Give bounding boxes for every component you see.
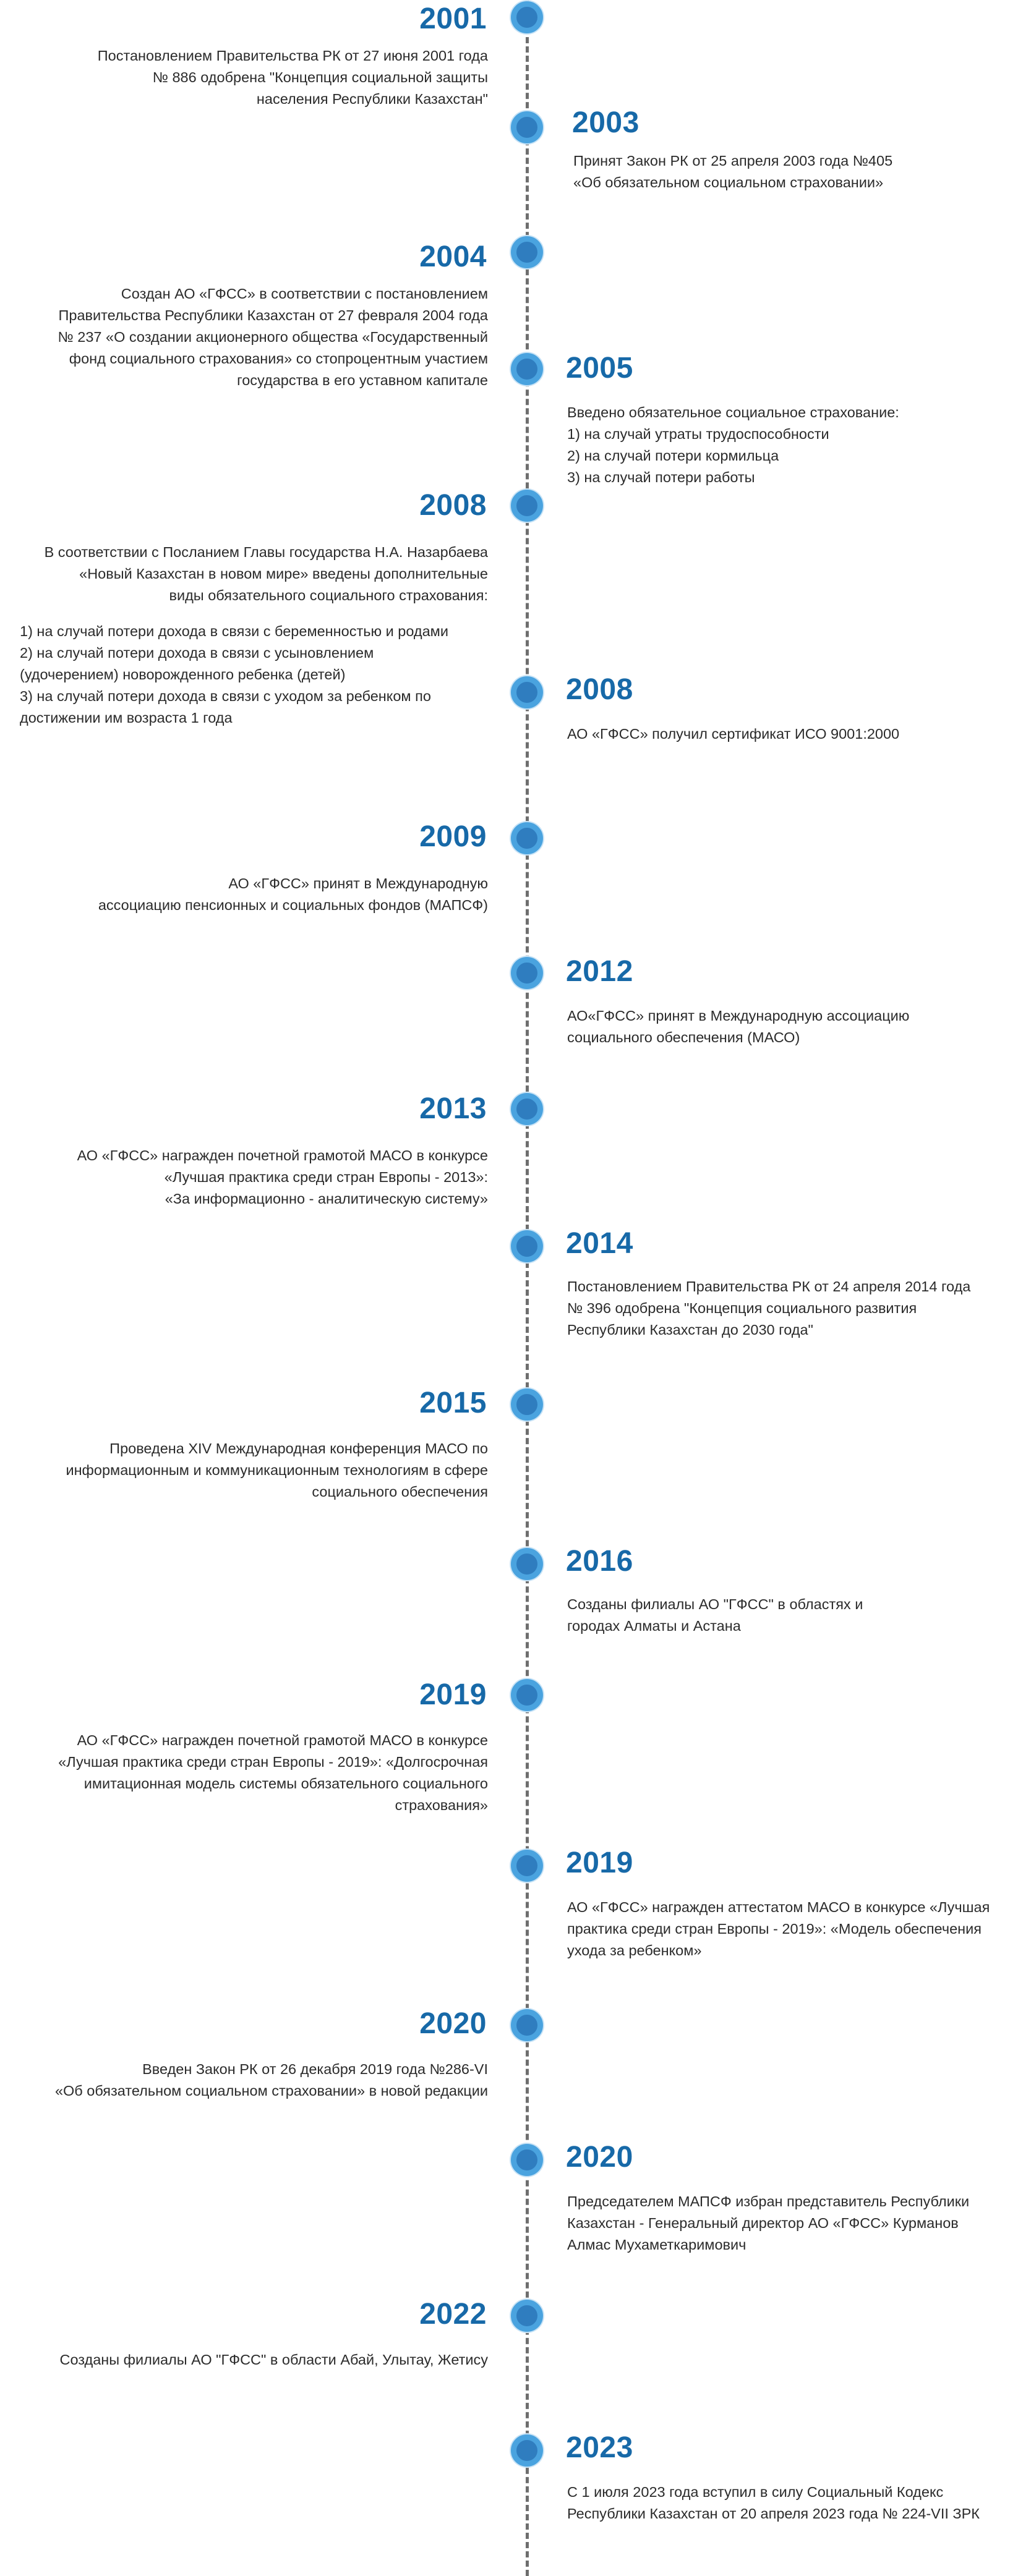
event-description xyxy=(567,402,1025,488)
event-description xyxy=(567,1594,1025,1637)
event-description xyxy=(0,1145,488,1210)
description-line: № 396 одобрена "Концепция социального развития xyxy=(567,1300,917,1316)
timeline-dot xyxy=(511,490,543,522)
description-line: ухода за ребенком» xyxy=(567,1942,702,1958)
event-description xyxy=(567,723,1025,745)
event-year: 2020 xyxy=(566,2141,633,2174)
description-line: Алмас Мухаметкаримович xyxy=(567,2237,747,2253)
description-line: Республики Казахстан от 20 апреля 2023 года № 224-VII ЗРК xyxy=(567,2506,980,2522)
event-year: 2016 xyxy=(566,1545,633,1578)
timeline-dot xyxy=(511,676,543,708)
timeline-dot xyxy=(511,1548,543,1580)
description-line: Проведена XIV Международная конференция МАСО по xyxy=(109,1440,488,1456)
description-line: ассоциацию пенсионных и социальных фондов (МАПСФ) xyxy=(98,897,488,913)
event-description xyxy=(0,1730,488,1816)
description-line: практика среди стран Европы - 2019»: «Модель обеспечения xyxy=(567,1921,982,1937)
description-line: Республики Казахстан до 2030 года" xyxy=(567,1322,813,1338)
description-line: «За информационно - аналитическую систему» xyxy=(165,1191,488,1207)
event-description xyxy=(567,1897,1025,1962)
timeline-dot xyxy=(511,2300,543,2332)
timeline-dot xyxy=(511,2144,543,2176)
timeline-dot xyxy=(511,1679,543,1711)
event-description xyxy=(0,45,488,110)
description-line: АО «ГФСС» награжден аттестатом МАСО в конкурсе «Лучшая xyxy=(567,1899,990,1915)
description-line: Постановлением Правительства РК от 24 апреля 2014 года xyxy=(567,1278,971,1294)
description-line: 3) на случай потери работы xyxy=(567,469,755,485)
event-year: 2012 xyxy=(566,955,633,988)
description-line: «Лучшая практика среди стран Европы - 2019»: «Долгосрочная xyxy=(58,1754,488,1770)
list-line: 1) на случай потери дохода в связи с беременностью и родами xyxy=(20,623,448,639)
event-description xyxy=(567,1005,1025,1048)
description-line: С 1 июля 2023 года вступил в силу Социальный Кодекс xyxy=(567,2484,944,2500)
event-year: 2005 xyxy=(566,352,633,385)
list-line: 3) на случай потери дохода в связи с уходом за ребенком по xyxy=(20,688,431,704)
description-line: городах Алматы и Астана xyxy=(567,1618,741,1634)
description-line: Созданы филиалы АО "ГФСС" в области Абай, Улытау, Жетису xyxy=(59,2352,488,2368)
timeline-dot xyxy=(511,822,543,854)
timeline-dot xyxy=(511,1388,543,1421)
description-line: № 886 одобрена "Концепция социальной защиты xyxy=(152,69,488,85)
description-line: «Новый Казахстан в новом мире» введены дополнительные xyxy=(79,566,488,582)
event-description xyxy=(0,542,488,606)
list-line: (удочерением) новорожденного ребенка (детей) xyxy=(20,666,346,682)
description-line: «Лучшая практика среди стран Европы - 2013»: xyxy=(164,1169,488,1185)
event-year: 2019 xyxy=(419,1678,487,1711)
event-year: 2003 xyxy=(572,106,640,139)
description-line: В соответствии с Посланием Главы государства Н.А. Назарбаева xyxy=(44,544,488,560)
timeline-dot xyxy=(511,2434,543,2467)
description-line: страхования» xyxy=(395,1797,488,1813)
event-year: 2008 xyxy=(566,673,633,706)
description-line: АО «ГФСС» награжден почетной грамотой МАСО в конкурсе xyxy=(77,1732,488,1748)
description-line: Председателем МАПСФ избран представитель Республики xyxy=(567,2193,970,2209)
description-line: Казахстан - Генеральный директор АО «ГФСС» Курманов xyxy=(567,2215,959,2231)
description-line: № 237 «О создании акционерного общества «Государственный xyxy=(58,329,488,345)
description-line: «Об обязательном социальном страховании» xyxy=(573,174,884,190)
description-line: фонд социального страхования» со стопроцентным участием xyxy=(69,351,488,367)
description-line: Созданы филиалы АО "ГФСС" в областях и xyxy=(567,1596,863,1612)
event-year: 2008 xyxy=(419,489,487,522)
event-year: 2022 xyxy=(419,2298,487,2331)
event-description xyxy=(567,2481,1025,2525)
description-line: виды обязательного социального страхования: xyxy=(169,587,488,603)
timeline-dot xyxy=(511,1093,543,1125)
event-year: 2023 xyxy=(566,2431,633,2464)
event-description xyxy=(0,873,488,916)
event-year: 2013 xyxy=(419,1092,487,1125)
timeline-dot xyxy=(511,111,543,143)
description-line: населения Республики Казахстан" xyxy=(256,91,488,107)
description-line: АО «ГФСС» награжден почетной грамотой МАСО в конкурсе xyxy=(77,1147,488,1163)
event-year: 2014 xyxy=(566,1227,633,1260)
event-description xyxy=(0,2059,488,2102)
description-line: «Об обязательном социальном страховании» в новой редакции xyxy=(54,2083,488,2099)
event-description xyxy=(0,2349,488,2371)
event-year: 2020 xyxy=(419,2007,487,2040)
list-line: достижении им возраста 1 года xyxy=(20,710,233,726)
description-line: Введено обязательное социальное страхование: xyxy=(567,404,899,420)
event-description xyxy=(0,1438,488,1503)
description-line: Создан АО «ГФСС» в соответствии с постановлением xyxy=(121,286,488,302)
timeline-dot xyxy=(511,1230,543,1262)
description-line: 1) на случай утраты трудоспособности xyxy=(567,426,829,442)
timeline-axis xyxy=(526,0,529,2576)
timeline-dot xyxy=(511,353,543,385)
description-line: социального обеспечения (МАСО) xyxy=(567,1029,800,1045)
event-year: 2015 xyxy=(419,1387,487,1419)
event-year: 2001 xyxy=(419,2,487,35)
description-line: 2) на случай потери кормильца xyxy=(567,448,779,464)
description-line: Постановлением Правительства РК от 27 июня 2001 года xyxy=(97,48,488,64)
description-line: информационным и коммуникационным технологиям в сфере xyxy=(66,1462,488,1478)
timeline-dot xyxy=(511,1,543,33)
description-line: социального обеспечения xyxy=(312,1484,488,1500)
list-line: 2) на случай потери дохода в связи с усыновлением xyxy=(20,645,374,661)
description-line: АО«ГФСС» принят в Международную ассоциацию xyxy=(567,1008,910,1024)
event-year: 2009 xyxy=(419,820,487,853)
event-year: 2019 xyxy=(566,1847,633,1879)
event-list xyxy=(20,621,448,729)
event-description xyxy=(573,150,1031,193)
description-line: Правительства Республики Казахстан от 27 февраля 2004 года xyxy=(58,307,488,323)
description-line: имитационная модель системы обязательного социального xyxy=(83,1775,488,1792)
timeline-dot xyxy=(511,236,543,268)
event-description xyxy=(567,2191,1025,2256)
timeline-dot xyxy=(511,2009,543,2041)
description-line: государства в его уставном капитале xyxy=(237,372,488,388)
description-line: Введен Закон РК от 26 декабря 2019 года №286-VI xyxy=(142,2061,488,2077)
event-description xyxy=(0,283,488,391)
event-description xyxy=(567,1276,1025,1341)
timeline-dot xyxy=(511,957,543,989)
event-year: 2004 xyxy=(419,240,487,273)
description-line: Принят Закон РК от 25 апреля 2003 года №405 xyxy=(573,153,893,169)
timeline-dot xyxy=(511,1850,543,1882)
description-line: АО «ГФСС» получил сертификат ИСО 9001:2000 xyxy=(567,726,900,742)
description-line: АО «ГФСС» принят в Международную xyxy=(228,875,488,891)
